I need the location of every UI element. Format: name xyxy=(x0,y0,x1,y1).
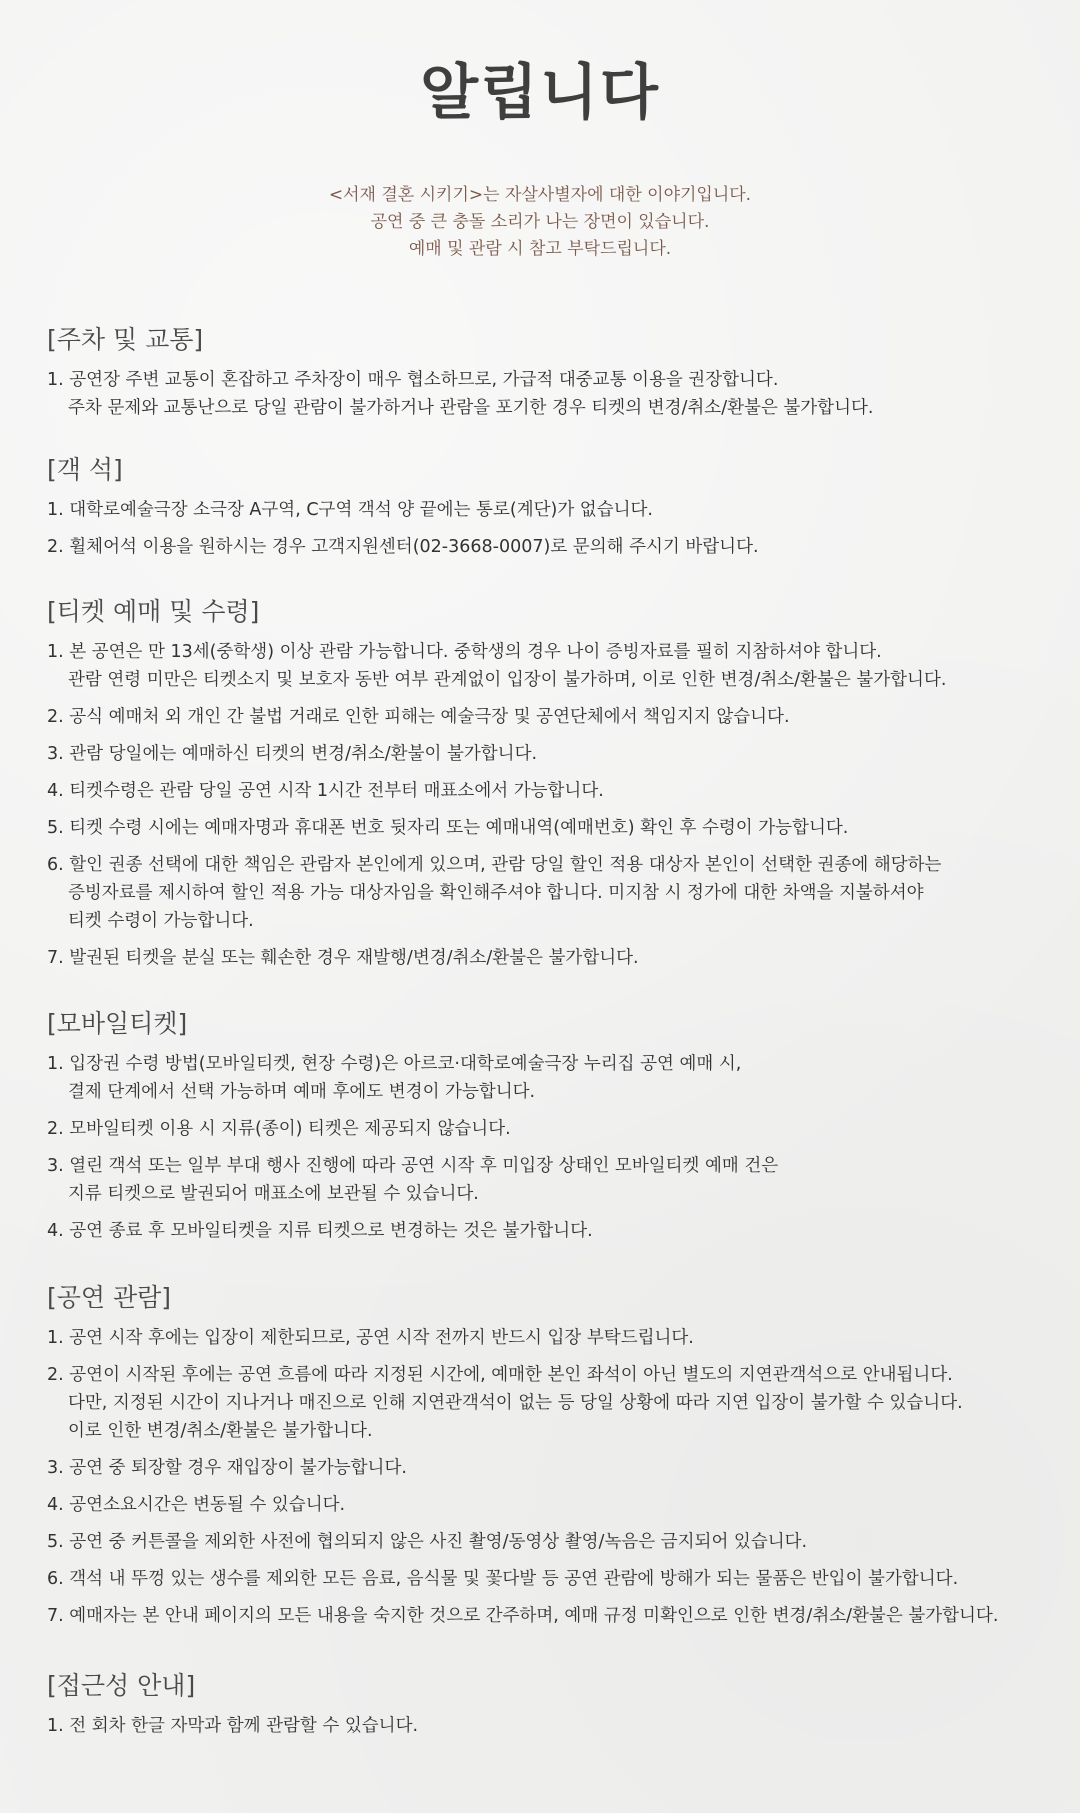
item-continuation: 다만, 지정된 시간이 지나거나 매진으로 인해 지연관객석이 없는 등 당일 상황에 따라 지연 입장이 불가할 수 있습니다. xyxy=(68,1393,963,1413)
list-item xyxy=(47,1602,1047,1630)
section-heading: [공연 관람] xyxy=(47,1283,172,1312)
list-item xyxy=(47,814,1047,842)
item-text: 4. 티켓수령은 관람 당일 공연 시작 1시간 전부터 매표소에서 가능합니다. xyxy=(47,781,604,801)
notice-line: 공연 중 큰 충돌 소리가 나는 장면이 있습니다. xyxy=(370,212,710,232)
item-text: 1. 입장권 수령 방법(모바일티켓, 현장 수령)은 아르코·대학로예술극장 누리집 공연 예매 시, xyxy=(47,1054,742,1074)
item-continuation: 티켓 수령이 가능합니다. xyxy=(68,911,254,931)
list-item xyxy=(47,496,1047,524)
list-item xyxy=(47,1217,1047,1245)
item-text: 1. 대학로예술극장 소극장 A구역, C구역 객석 양 끝에는 통로(계단)가 없습니다. xyxy=(47,500,653,520)
list-item xyxy=(47,1050,1047,1106)
notice-line: <서재 결혼 시키기>는 자살사별자에 대한 이야기입니다. xyxy=(328,185,752,205)
item-text: 3. 공연 중 퇴장할 경우 재입장이 불가능합니다. xyxy=(47,1458,407,1478)
section-heading: [모바일티켓] xyxy=(47,1009,188,1038)
item-continuation: 결제 단계에서 선택 가능하며 예매 후에도 변경이 가능합니다. xyxy=(68,1082,536,1102)
page-title: 알립니다 xyxy=(420,58,660,128)
item-text: 1. 공연장 주변 교통이 혼잡하고 주차장이 매우 협소하므로, 가급적 대중교통 이용을 권장합니다. xyxy=(47,370,779,390)
list-item xyxy=(47,740,1047,768)
section-tickets xyxy=(47,592,1047,981)
section-heading: [주차 및 교통] xyxy=(47,325,204,354)
list-item xyxy=(47,1361,1047,1445)
list-item xyxy=(47,1454,1047,1482)
item-continuation: 주차 문제와 교통난으로 당일 관람이 불가하거나 관람을 포기한 경우 티켓의 변경/취소/환불은 불가합니다. xyxy=(68,398,874,418)
item-continuation: 지류 티켓으로 발권되어 매표소에 보관될 수 있습니다. xyxy=(68,1184,479,1204)
item-text: 1. 공연 시작 후에는 입장이 제한되므로, 공연 시작 전까지 반드시 입장 부탁드립니다. xyxy=(47,1328,694,1348)
item-text: 1. 전 회차 한글 자막과 함께 관람할 수 있습니다. xyxy=(47,1716,419,1736)
item-continuation: 이로 인한 변경/취소/환불은 불가합니다. xyxy=(68,1421,373,1441)
list-item xyxy=(47,1491,1047,1519)
item-text: 2. 공연이 시작된 후에는 공연 흐름에 따라 지정된 시간에, 예매한 본인 좌석이 아닌 별도의 지연관객석으로 안내됩니다. xyxy=(47,1365,953,1385)
list-item xyxy=(47,533,1047,561)
list-item xyxy=(47,1324,1047,1352)
item-text: 3. 열린 객석 또는 일부 부대 행사 진행에 따라 공연 시작 후 미입장 상태인 모바일티켓 예매 건은 xyxy=(47,1156,779,1176)
item-text: 6. 할인 권종 선택에 대한 책임은 관람자 본인에게 있으며, 관람 당일 할인 적용 대상자 본인이 선택한 권종에 해당하는 xyxy=(47,855,942,875)
content-warning-notice xyxy=(0,182,1080,263)
list-item xyxy=(47,1712,1047,1740)
item-text: 2. 휠체어석 이용을 원하시는 경우 고객지원센터(02-3668-0007)로 문의해 주시기 바랍니다. xyxy=(47,537,759,557)
section-heading: [접근성 안내] xyxy=(47,1671,196,1700)
notice-line: 예매 및 관람 시 참고 부탁드립니다. xyxy=(408,239,672,259)
section-mobile-ticket xyxy=(47,1004,1047,1254)
item-continuation: 관람 연령 미만은 티켓소지 및 보호자 동반 여부 관계없이 입장이 불가하며, 이로 인한 변경/취소/환불은 불가합니다. xyxy=(68,670,947,690)
item-text: 7. 예매자는 본 안내 페이지의 모든 내용을 숙지한 것으로 간주하며, 예매 규정 미확인으로 인한 변경/취소/환불은 불가합니다. xyxy=(47,1606,999,1626)
item-text: 4. 공연소요시간은 변동될 수 있습니다. xyxy=(47,1495,346,1515)
list-item xyxy=(47,1528,1047,1556)
item-text: 2. 공식 예매처 외 개인 간 불법 거래로 인한 피해는 예술극장 및 공연단체에서 책임지지 않습니다. xyxy=(47,707,790,727)
list-item xyxy=(47,366,1047,422)
item-text: 1. 본 공연은 만 13세(중학생) 이상 관람 가능합니다. 중학생의 경우 나이 증빙자료를 필히 지참하셔야 합니다. xyxy=(47,642,882,662)
list-item xyxy=(47,1115,1047,1143)
item-text: 7. 발권된 티켓을 분실 또는 훼손한 경우 재발행/변경/취소/환불은 불가합니다. xyxy=(47,948,639,968)
list-item xyxy=(47,703,1047,731)
list-item xyxy=(47,777,1047,805)
section-viewing xyxy=(47,1278,1047,1639)
list-item xyxy=(47,1565,1047,1593)
item-text: 6. 객석 내 뚜껑 있는 생수를 제외한 모든 음료, 음식물 및 꽃다발 등 공연 관람에 방해가 되는 물품은 반입이 불가합니다. xyxy=(47,1569,959,1589)
section-seating xyxy=(47,450,1047,570)
section-heading: [티켓 예매 및 수령] xyxy=(47,597,260,626)
section-heading: [객 석] xyxy=(47,455,123,484)
item-continuation: 증빙자료를 제시하여 할인 적용 가능 대상자임을 확인해주셔야 합니다. 미지참 시 정가에 대한 차액을 지불하셔야 xyxy=(68,883,924,903)
item-text: 4. 공연 종료 후 모바일티켓을 지류 티켓으로 변경하는 것은 불가합니다. xyxy=(47,1221,593,1241)
list-item xyxy=(47,944,1047,972)
item-text: 5. 티켓 수령 시에는 예매자명과 휴대폰 번호 뒷자리 또는 예매내역(예매번호) 확인 후 수령이 가능합니다. xyxy=(47,818,849,838)
list-item xyxy=(47,638,1047,694)
item-text: 3. 관람 당일에는 예매하신 티켓의 변경/취소/환불이 불가합니다. xyxy=(47,744,538,764)
section-parking xyxy=(47,320,1047,431)
item-text: 2. 모바일티켓 이용 시 지류(종이) 티켓은 제공되지 않습니다. xyxy=(47,1119,511,1139)
item-text: 5. 공연 중 커튼콜을 제외한 사전에 협의되지 않은 사진 촬영/동영상 촬영/녹음은 금지되어 있습니다. xyxy=(47,1532,808,1552)
list-item xyxy=(47,1152,1047,1208)
section-accessibility xyxy=(47,1666,1047,1749)
list-item xyxy=(47,851,1047,935)
